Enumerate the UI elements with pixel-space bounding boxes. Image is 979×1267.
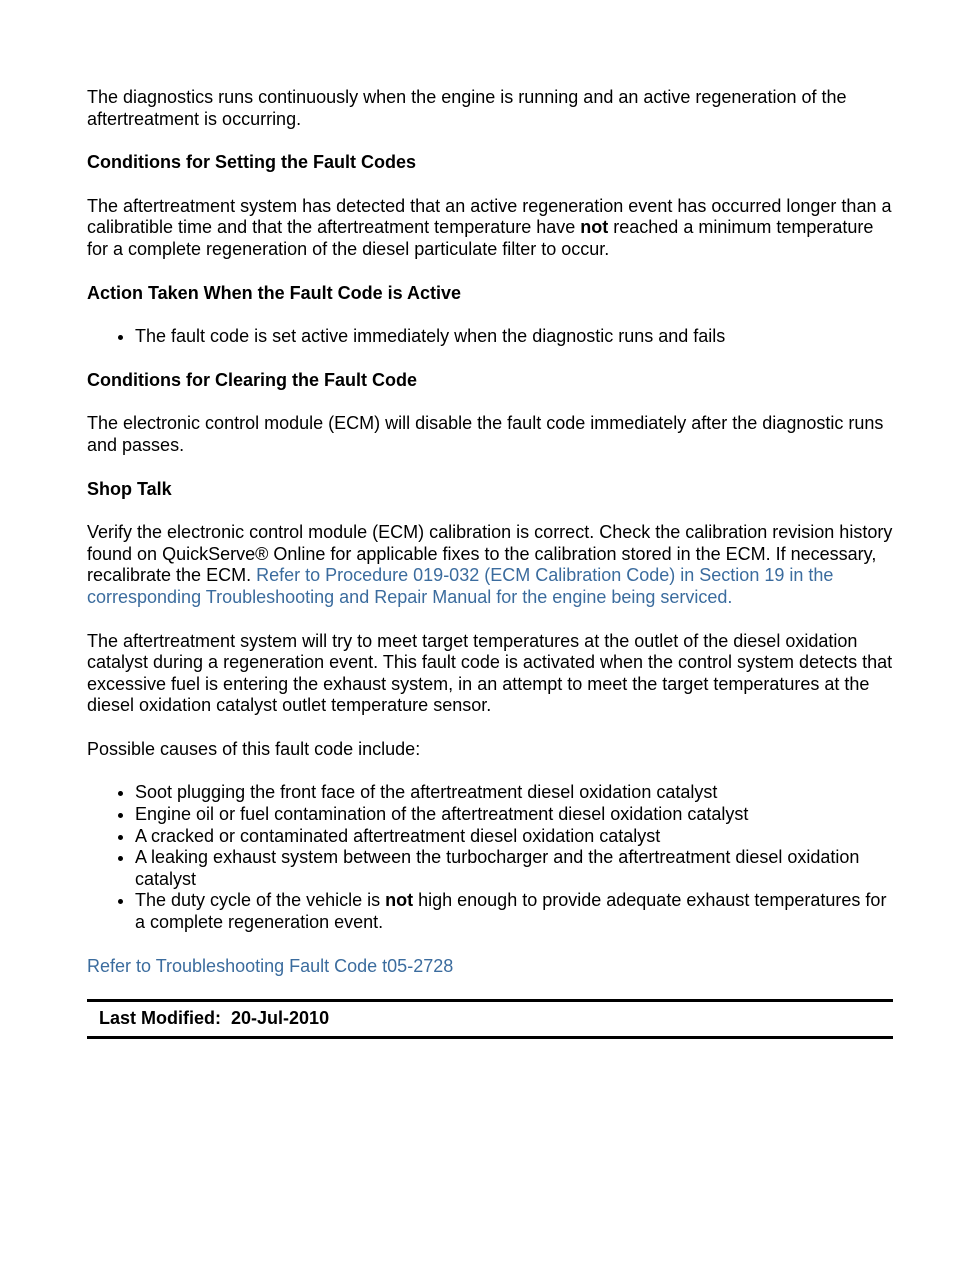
shop-talk-paragraph-1 — [87, 522, 893, 608]
setting-text-a: The aftertreatment system has detected that an active regeneration event has occurred longer than a calibratible time and that the aftertreatment temperature have — [87, 195, 892, 238]
last-modified-bar — [87, 999, 893, 1039]
heading-setting-conditions: Conditions for Setting the Fault Codes — [87, 152, 416, 173]
heading-action-taken: Action Taken When the Fault Code is Active — [87, 282, 462, 303]
intro-paragraph: The diagnostics runs continuously when the engine is running and an active regeneration of the aftertreatment is occurring. — [87, 87, 847, 129]
clearing-conditions-paragraph: The electronic control module (ECM) will disable the fault code immediately after the diagnostic runs and passes. — [87, 413, 884, 455]
last-modified-label: Last Modified: — [99, 1008, 221, 1029]
setting-emphasis-not: not — [580, 217, 609, 238]
possible-causes-intro: Possible causes of this fault code include: — [87, 738, 421, 759]
shop-talk-paragraph-2: The aftertreatment system will try to meet target temperatures at the outlet of the diesel oxidation catalyst during a regeneration event. This fault code is activated when the control system detects that excessive fuel is entering the exhaust system, in an attempt to meet the target temperatures at the diesel oxidation catalyst outlet temperature sensor. — [87, 630, 893, 716]
action-list — [87, 326, 893, 348]
cause-emphasis-not: not — [385, 890, 414, 911]
cause-text-b: high enough to provide adequate exhaust temperatures for a complete regeneration event. — [135, 890, 887, 933]
shop-talk-text: Verify the electronic control module (ECM) calibration is correct. Check the calibration revision history found on QuickServe® Online for applicable fixes to the calibration stored in the ECM. If necessary, recalibrate the ECM. — [87, 522, 893, 586]
last-modified-date: 20-Jul-2010 — [231, 1008, 330, 1029]
setting-conditions-paragraph — [87, 196, 893, 261]
document-body — [87, 87, 893, 1039]
list-item: • Soot plugging the front face of the aftertreatment diesel oxidation catalyst — [135, 782, 893, 804]
list-item: • Engine oil or fuel contamination of the aftertreatment diesel oxidation catalyst — [135, 804, 893, 826]
refer-paragraph — [87, 956, 893, 978]
cause-text-a: The duty cycle of the vehicle is — [135, 890, 386, 911]
heading-clearing-conditions: Conditions for Clearing the Fault Code — [87, 369, 417, 390]
possible-causes-list — [87, 782, 893, 933]
list-item — [135, 890, 893, 933]
list-item: • A cracked or contaminated aftertreatment diesel oxidation catalyst — [135, 826, 893, 848]
setting-text-b: reached a minimum temperature for a complete regeneration of the diesel particulate filter to occur. — [87, 217, 874, 259]
list-item: • The fault code is set active immediately when the diagnostic runs and fails — [135, 326, 893, 348]
list-item: • A leaking exhaust system between the turbocharger and the aftertreatment diesel oxidation catalyst — [135, 847, 893, 890]
procedure-019-032-link[interactable]: Refer to Procedure 019-032 (ECM Calibration Code) in Section 19 in the corresponding Troubleshooting and Repair Manual for the engine being serviced. — [87, 565, 834, 607]
heading-shop-talk: Shop Talk — [87, 478, 172, 499]
fault-code-t05-2728-link[interactable]: Refer to Troubleshooting Fault Code t05-2728 — [87, 955, 454, 976]
